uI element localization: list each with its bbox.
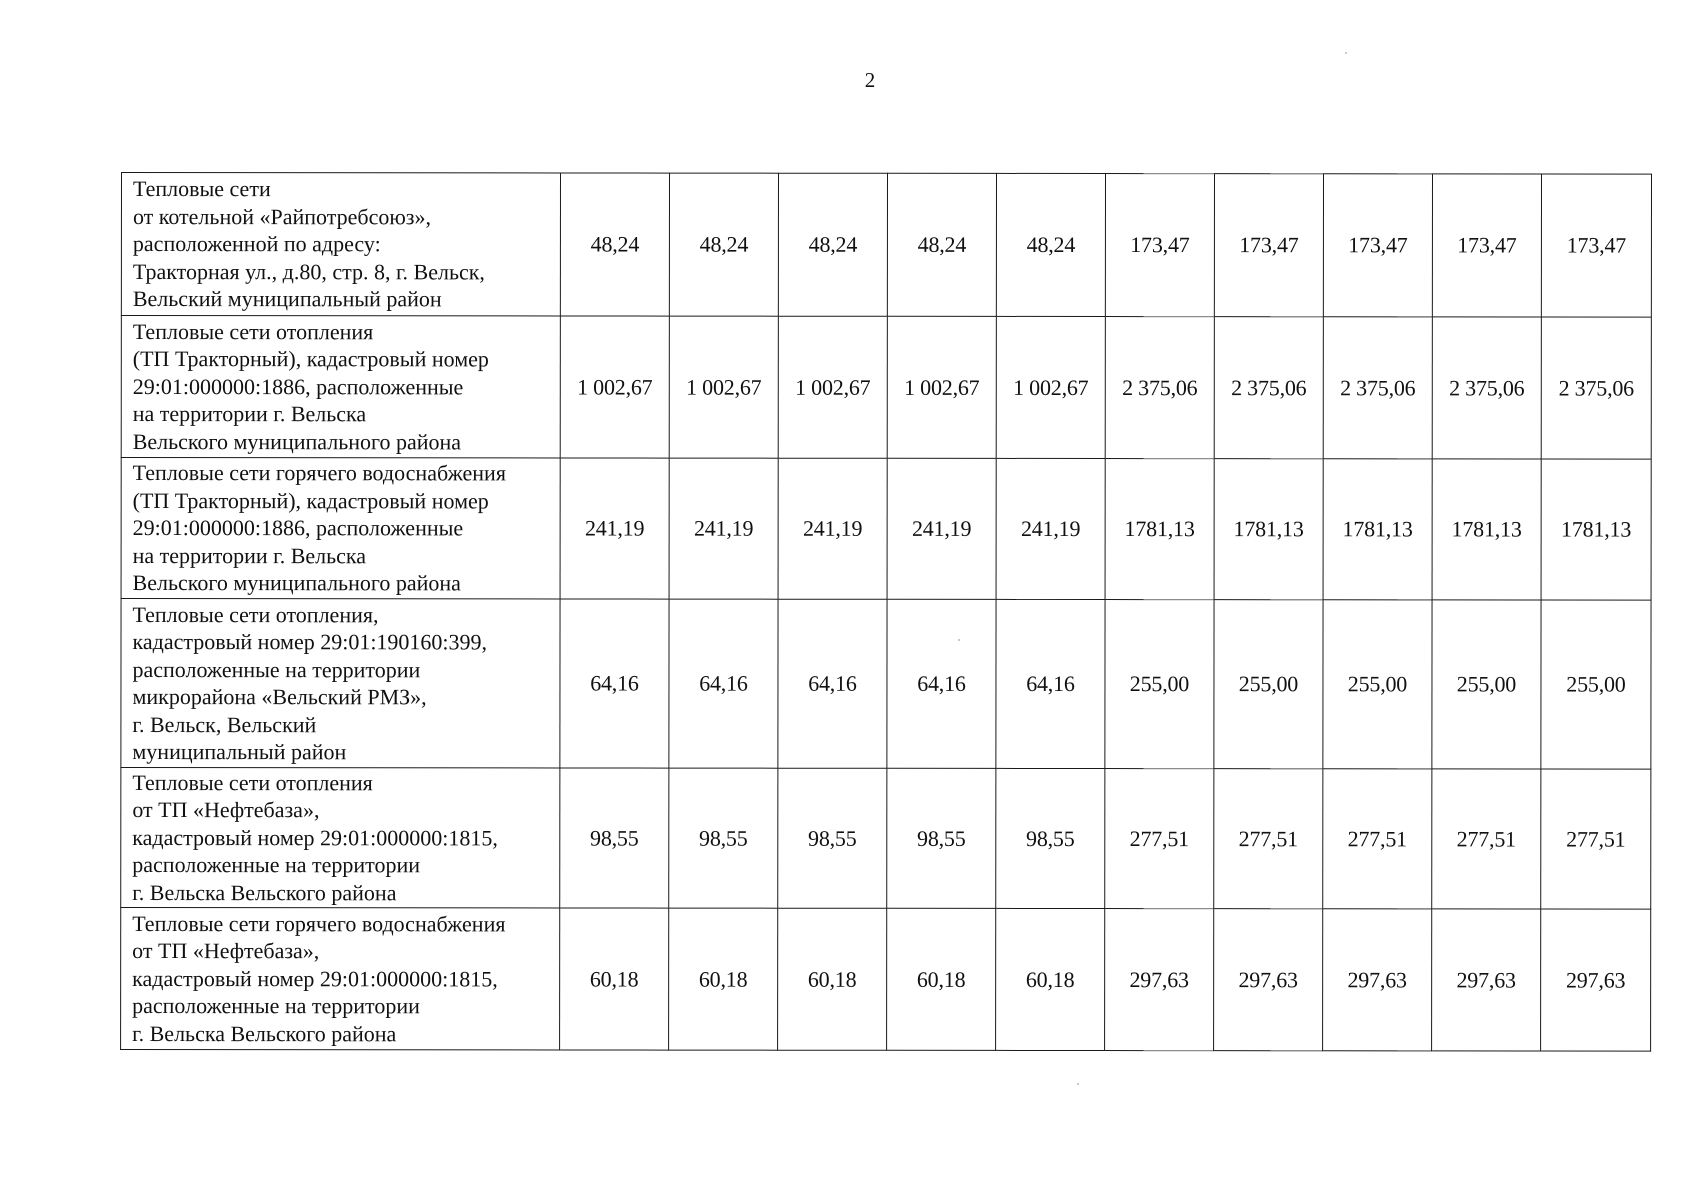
- value-cell: 277,51: [1432, 769, 1541, 909]
- value-cell: 1 002,67: [996, 316, 1105, 458]
- table-row: [121, 316, 1651, 460]
- value-cell: 277,51: [1323, 769, 1432, 909]
- value-cell: 241,19: [560, 458, 669, 599]
- value-cell: 48,24: [778, 173, 887, 316]
- network-description-cell: Тепловые сети горячего водоснабжения (ТП Тракторный), кадастровый номер 29:01:000000:1886, расположенные на территории г. Вельска Вельского муниципального района: [121, 458, 560, 599]
- network-description-cell: Тепловые сети отопления (ТП Тракторный), кадастровый номер 29:01:000000:1886, расположенные на территории г. Вельска Вельского муниципального района: [121, 316, 560, 458]
- value-cell: 60,18: [996, 908, 1105, 1050]
- value-cell: 297,63: [1214, 909, 1323, 1051]
- value-cell: 255,00: [1432, 600, 1541, 769]
- network-description-cell: Тепловые сети отопления от ТП «Нефтебаза», кадастровый номер 29:01:000000:1815, расположенные на территории г. Вельска Вельского района: [121, 768, 560, 908]
- table-row: [121, 458, 1651, 601]
- value-cell: 1781,13: [1105, 459, 1214, 600]
- value-cell: 64,16: [669, 599, 778, 768]
- value-cell: 48,24: [996, 173, 1105, 316]
- value-cell: 1781,13: [1323, 459, 1432, 600]
- value-cell: 48,24: [887, 173, 996, 316]
- value-cell: 64,16: [996, 599, 1105, 768]
- value-cell: 60,18: [669, 908, 778, 1050]
- value-cell: 48,24: [560, 173, 669, 316]
- value-cell: 98,55: [996, 768, 1105, 908]
- value-cell: 2 375,06: [1323, 317, 1432, 459]
- table-row: [121, 173, 1651, 318]
- value-cell: 277,51: [1105, 769, 1214, 909]
- value-cell: 98,55: [778, 768, 887, 908]
- page-number: 2: [864, 68, 876, 92]
- value-cell: 98,55: [669, 768, 778, 908]
- value-cell: 255,00: [1541, 600, 1651, 769]
- value-cell: 255,00: [1214, 600, 1323, 769]
- value-cell: 1 002,67: [669, 316, 778, 458]
- tariff-table: [120, 172, 1652, 1052]
- value-cell: 241,19: [778, 458, 887, 599]
- table-row: [121, 599, 1651, 770]
- value-cell: 241,19: [669, 458, 778, 599]
- value-cell: 60,18: [887, 908, 996, 1050]
- value-cell: 1 002,67: [778, 316, 887, 458]
- value-cell: 1 002,67: [887, 316, 996, 458]
- value-cell: 2 375,06: [1541, 317, 1651, 459]
- value-cell: 255,00: [1105, 600, 1214, 769]
- network-description-cell: Тепловые сети отопления, кадастровый номер 29:01:190160:399, расположенные на территории микрорайона «Вельский РМЗ», г. Вельск, Вельский муниципальный район: [121, 599, 560, 768]
- value-cell: 297,63: [1541, 909, 1651, 1051]
- value-cell: 255,00: [1323, 600, 1432, 769]
- value-cell: 173,47: [1105, 174, 1214, 317]
- value-cell: 48,24: [669, 173, 778, 316]
- value-cell: 64,16: [887, 599, 996, 768]
- value-cell: 60,18: [778, 908, 887, 1050]
- table-row: [121, 908, 1651, 1052]
- value-cell: 2 375,06: [1214, 317, 1323, 459]
- value-cell: 173,47: [1214, 174, 1323, 317]
- value-cell: 1781,13: [1432, 459, 1541, 600]
- table-body: [121, 173, 1652, 1052]
- value-cell: 1 002,67: [560, 316, 669, 458]
- value-cell: 98,55: [887, 768, 996, 908]
- value-cell: 2 375,06: [1105, 317, 1214, 459]
- value-cell: 297,63: [1323, 909, 1432, 1051]
- value-cell: 60,18: [560, 908, 669, 1050]
- value-cell: 277,51: [1214, 769, 1323, 909]
- scan-speck: [958, 639, 960, 641]
- value-cell: 64,16: [560, 599, 669, 768]
- value-cell: 64,16: [778, 599, 887, 768]
- value-cell: 297,63: [1432, 909, 1541, 1051]
- value-cell: 173,47: [1541, 174, 1651, 317]
- value-cell: 173,47: [1323, 174, 1432, 317]
- network-description-cell: Тепловые сети горячего водоснабжения от ТП «Нефтебаза», кадастровый номер 29:01:000000:1815, расположенные на территории г. Вельска Вельского района: [121, 908, 560, 1050]
- value-cell: 98,55: [560, 768, 669, 908]
- table-row: [121, 768, 1651, 910]
- value-cell: 277,51: [1541, 769, 1651, 909]
- value-cell: 241,19: [996, 458, 1105, 599]
- scan-speck: [1345, 52, 1347, 54]
- scan-speck: [1077, 1083, 1079, 1085]
- value-cell: 173,47: [1432, 174, 1541, 317]
- value-cell: 241,19: [887, 458, 996, 599]
- network-description-cell: Тепловые сети от котельной «Райпотребсоюз», расположенной по адресу: Тракторная ул., д.80, стр. 8, г. Вельск, Вельский муниципальный район: [121, 173, 560, 316]
- value-cell: 1781,13: [1214, 459, 1323, 600]
- value-cell: 1781,13: [1541, 459, 1651, 600]
- value-cell: 2 375,06: [1432, 317, 1541, 459]
- value-cell: 297,63: [1105, 909, 1214, 1051]
